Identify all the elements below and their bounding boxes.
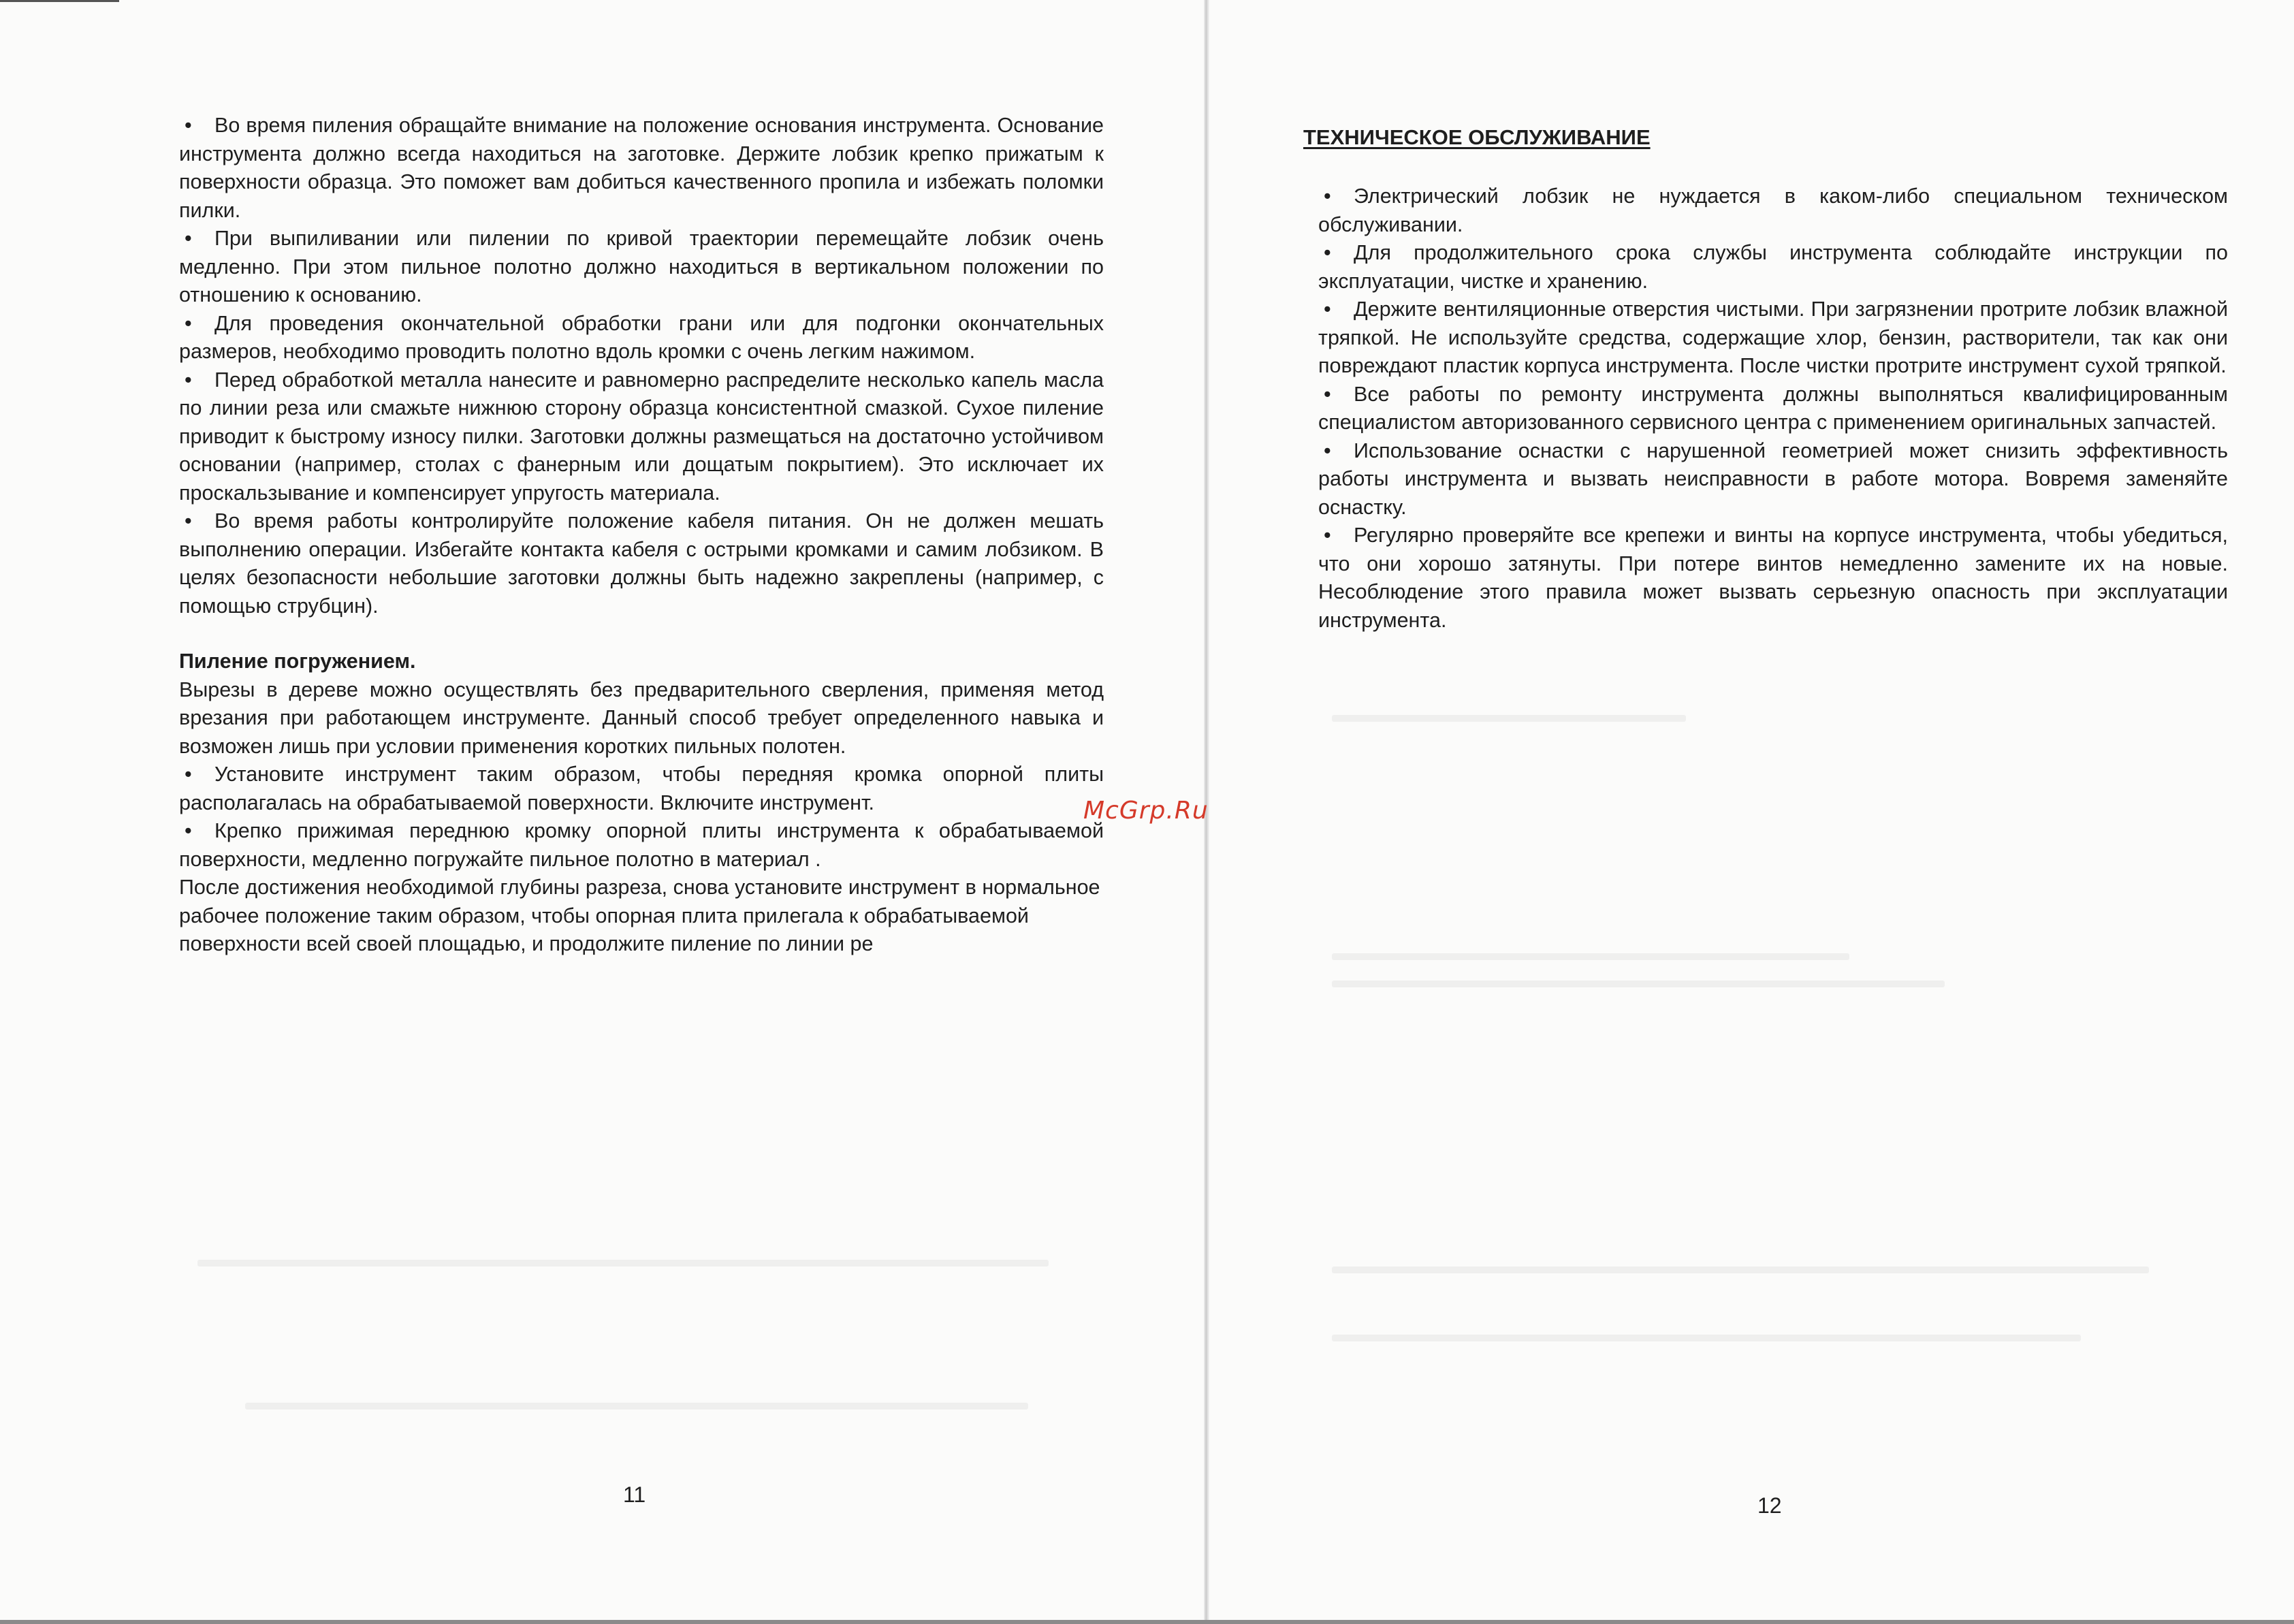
bottom-edge bbox=[0, 1620, 2294, 1624]
left-page-body bbox=[179, 112, 1104, 959]
maintenance-heading: ТЕХНИЧЕСКОЕ ОБСЛУЖИВАНИЕ bbox=[1303, 125, 1651, 149]
section-closing-paragraph: После достижения необходимой глубины разреза, снова установите инструмент в нормальное рабочее положение таким образом, чтобы опорная плита прилегала к обрабатываемой поверхности всей своей площадью, и продолжите пиление по линии ре bbox=[179, 876, 1100, 955]
section-intro-paragraph: Вырезы в дереве можно осуществлять без предварительного сверления, применяя метод врезания при работающем инструменте. Данный способ требует определенного навыка и возможен лишь при условии применения коротких пильных полотен. bbox=[179, 678, 1104, 758]
left-bullet-paragraph-5: • Во время работы контролируйте положение кабеля питания. Он не должен мешать выполнению операции. Избегайте контакта кабеля с острыми кромками и самим лобзиком. В целях безопасности небольшие заготовки должны быть надежно закреплены (например, с помощью струбцин). bbox=[179, 507, 1104, 620]
right-bullet-paragraph-1: • Электрический лобзик не нуждается в каком-либо специальном техническом обслуживании. bbox=[1318, 182, 2228, 239]
section-bullet-paragraph-1: • Установите инструмент таким образом, чтобы передняя кромка опорной плиты располагалась на обрабатываемой поверхности. Включите инструмент. bbox=[179, 761, 1104, 817]
right-bullet-paragraph-3: • Держите вентиляционные отверстия чистыми. При загрязнении протрите лобзик влажной тряпкой. Не используйте средства, содержащие хлор, бензин, растворители, так как они повреждают пластик корпуса инструмента. После чистки протрите инструмент сухой тряпкой. bbox=[1318, 296, 2228, 381]
section-bullet-paragraph-2: • Крепко прижимая переднюю кромку опорной плиты инструмента к обрабатываемой поверхности, медленно погружайте пильное полотно в материал . bbox=[179, 817, 1104, 874]
right-bullet-paragraph-2: • Для продолжительного срока службы инструмента соблюдайте инструкции по эксплуатации, чистке и хранению. bbox=[1318, 239, 2228, 296]
left-bullet-paragraph-2: • При выпиливании или пилении по кривой траектории перемещайте лобзик очень медленно. При этом пильное полотно должно находиться в вертикальном положении по отношению к основанию. bbox=[179, 225, 1104, 310]
left-bullet-paragraph-1: • Во время пиления обращайте внимание на положение основания инструмента. Основание инструмента должно всегда находиться на заготовке. Держите лобзик крепко прижатым к поверхности образца. Это поможет вам добиться качественного пропила и избежать поломки пилки. bbox=[179, 112, 1104, 225]
page-number-right: 12 bbox=[1757, 1493, 1782, 1518]
site-watermark: McGrp.Ru bbox=[1083, 797, 1209, 825]
right-bullet-paragraph-4: • Все работы по ремонту инструмента должны выполняться квалифицированным специалистом авторизованного сервисного центра с применением оригинальных запчастей. bbox=[1318, 381, 2228, 437]
right-page-body bbox=[1318, 182, 2228, 635]
left-bullet-paragraph-4: • Перед обработкой металла нанесите и равномерно распределите несколько капель масла по линии реза или смажьте нижнюю сторону образца консистентной смазкой. Сухое пиление приводит к быстрому износу пилки. Заготовки должны размещаться на достаточно устойчивом основании (например, столах с фанерным или дощатым покрытием). Это исключает их проскальзывание и компенсирует упругость материала. bbox=[179, 366, 1104, 508]
page-number-left: 11 bbox=[623, 1482, 646, 1507]
left-bullet-paragraph-3: • Для проведения окончательной обработки грани или для подгонки окончательных размеров, необходимо проводить полотно вдоль кромки с очень легким нажимом. bbox=[179, 310, 1104, 366]
section-title: Пиление погружением. bbox=[179, 650, 416, 673]
right-bullet-paragraph-6: • Регулярно проверяйте все крепежи и винты на корпусе инструмента, чтобы убедиться, что они хорошо затянуты. При потере винтов немедленно замените их на новые. Несоблюдение этого правила может вызвать серьезную опасность при эксплуатации инструмента. bbox=[1318, 522, 2228, 635]
right-bullet-paragraph-5: • Использование оснастки с нарушенной геометрией может снизить эффективность работы инструмента и вызвать неисправности в работе мотора. Вовремя заменяйте оснастку. bbox=[1318, 437, 2228, 522]
